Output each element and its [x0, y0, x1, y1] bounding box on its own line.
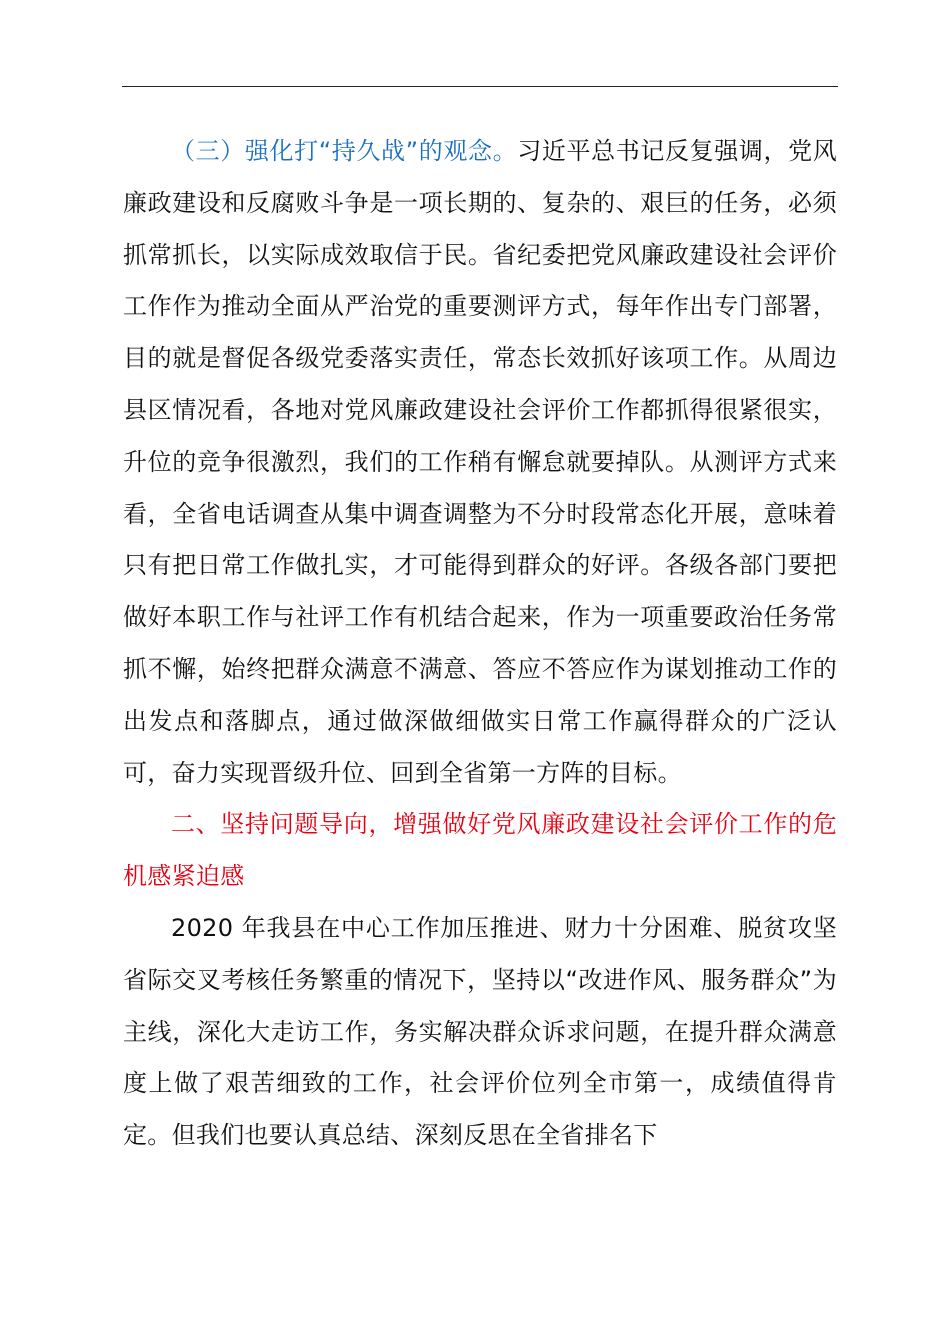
- document-body: [123, 126, 837, 1162]
- section-heading: 二、坚持问题导向，增强做好党风廉政建设社会评价工作的危机感紧迫感: [123, 810, 837, 891]
- paragraph-3-strengthen-concept: [123, 126, 837, 799]
- paragraph-text: 习近平总书记反复强调，党风廉政建设和反腐败斗争是一项长期的、复杂的、艰巨的任务，必须抓常抓长，以实际成效取信于民。省纪委把党风廉政建设社会评价工作作为推动全面从严治党的重要测评方式，每年作出专门部署，目的就是督促各级党委落实责任，常态长效抓好该项工作。从周边县区情况看，各地对党风廉政建设社会评价工作都抓得很紧很实，升位的竞争很激烈，我们的工作稍有懈怠就要掉队。从测评方式来看，全省电话调查从集中调查调整为不分时段常态化开展，意味着只有把日常工作做扎实，才可能得到群众的好评。各级各部门要把做好本职工作与社评工作有机结合起来，作为一项重要政治任务常抓不懈，始终把群众满意不满意、答应不答应作为谋划推动工作的出发点和落脚点，通过做深做细做实日常工作赢得群众的广泛认可，奋力实现晋级升位、回到全省第一方阵的目标。: [123, 137, 837, 787]
- sub-heading: （三）强化打“持久战”的观念。: [171, 137, 518, 165]
- header-rule: [122, 86, 838, 87]
- paragraph-2020-summary: 2020 年我县在中心工作加压推进、财力十分困难、脱贫攻坚省际交叉考核任务繁重的情况下，坚持以“改进作风、服务群众”为主线，深化大走访工作，务实解决群众诉求问题，在提升群众满意度上做了艰苦细致的工作，社会评价位列全市第一，成绩值得肯定。但我们也要认真总结、深刻反思在全省排名下: [123, 913, 837, 1150]
